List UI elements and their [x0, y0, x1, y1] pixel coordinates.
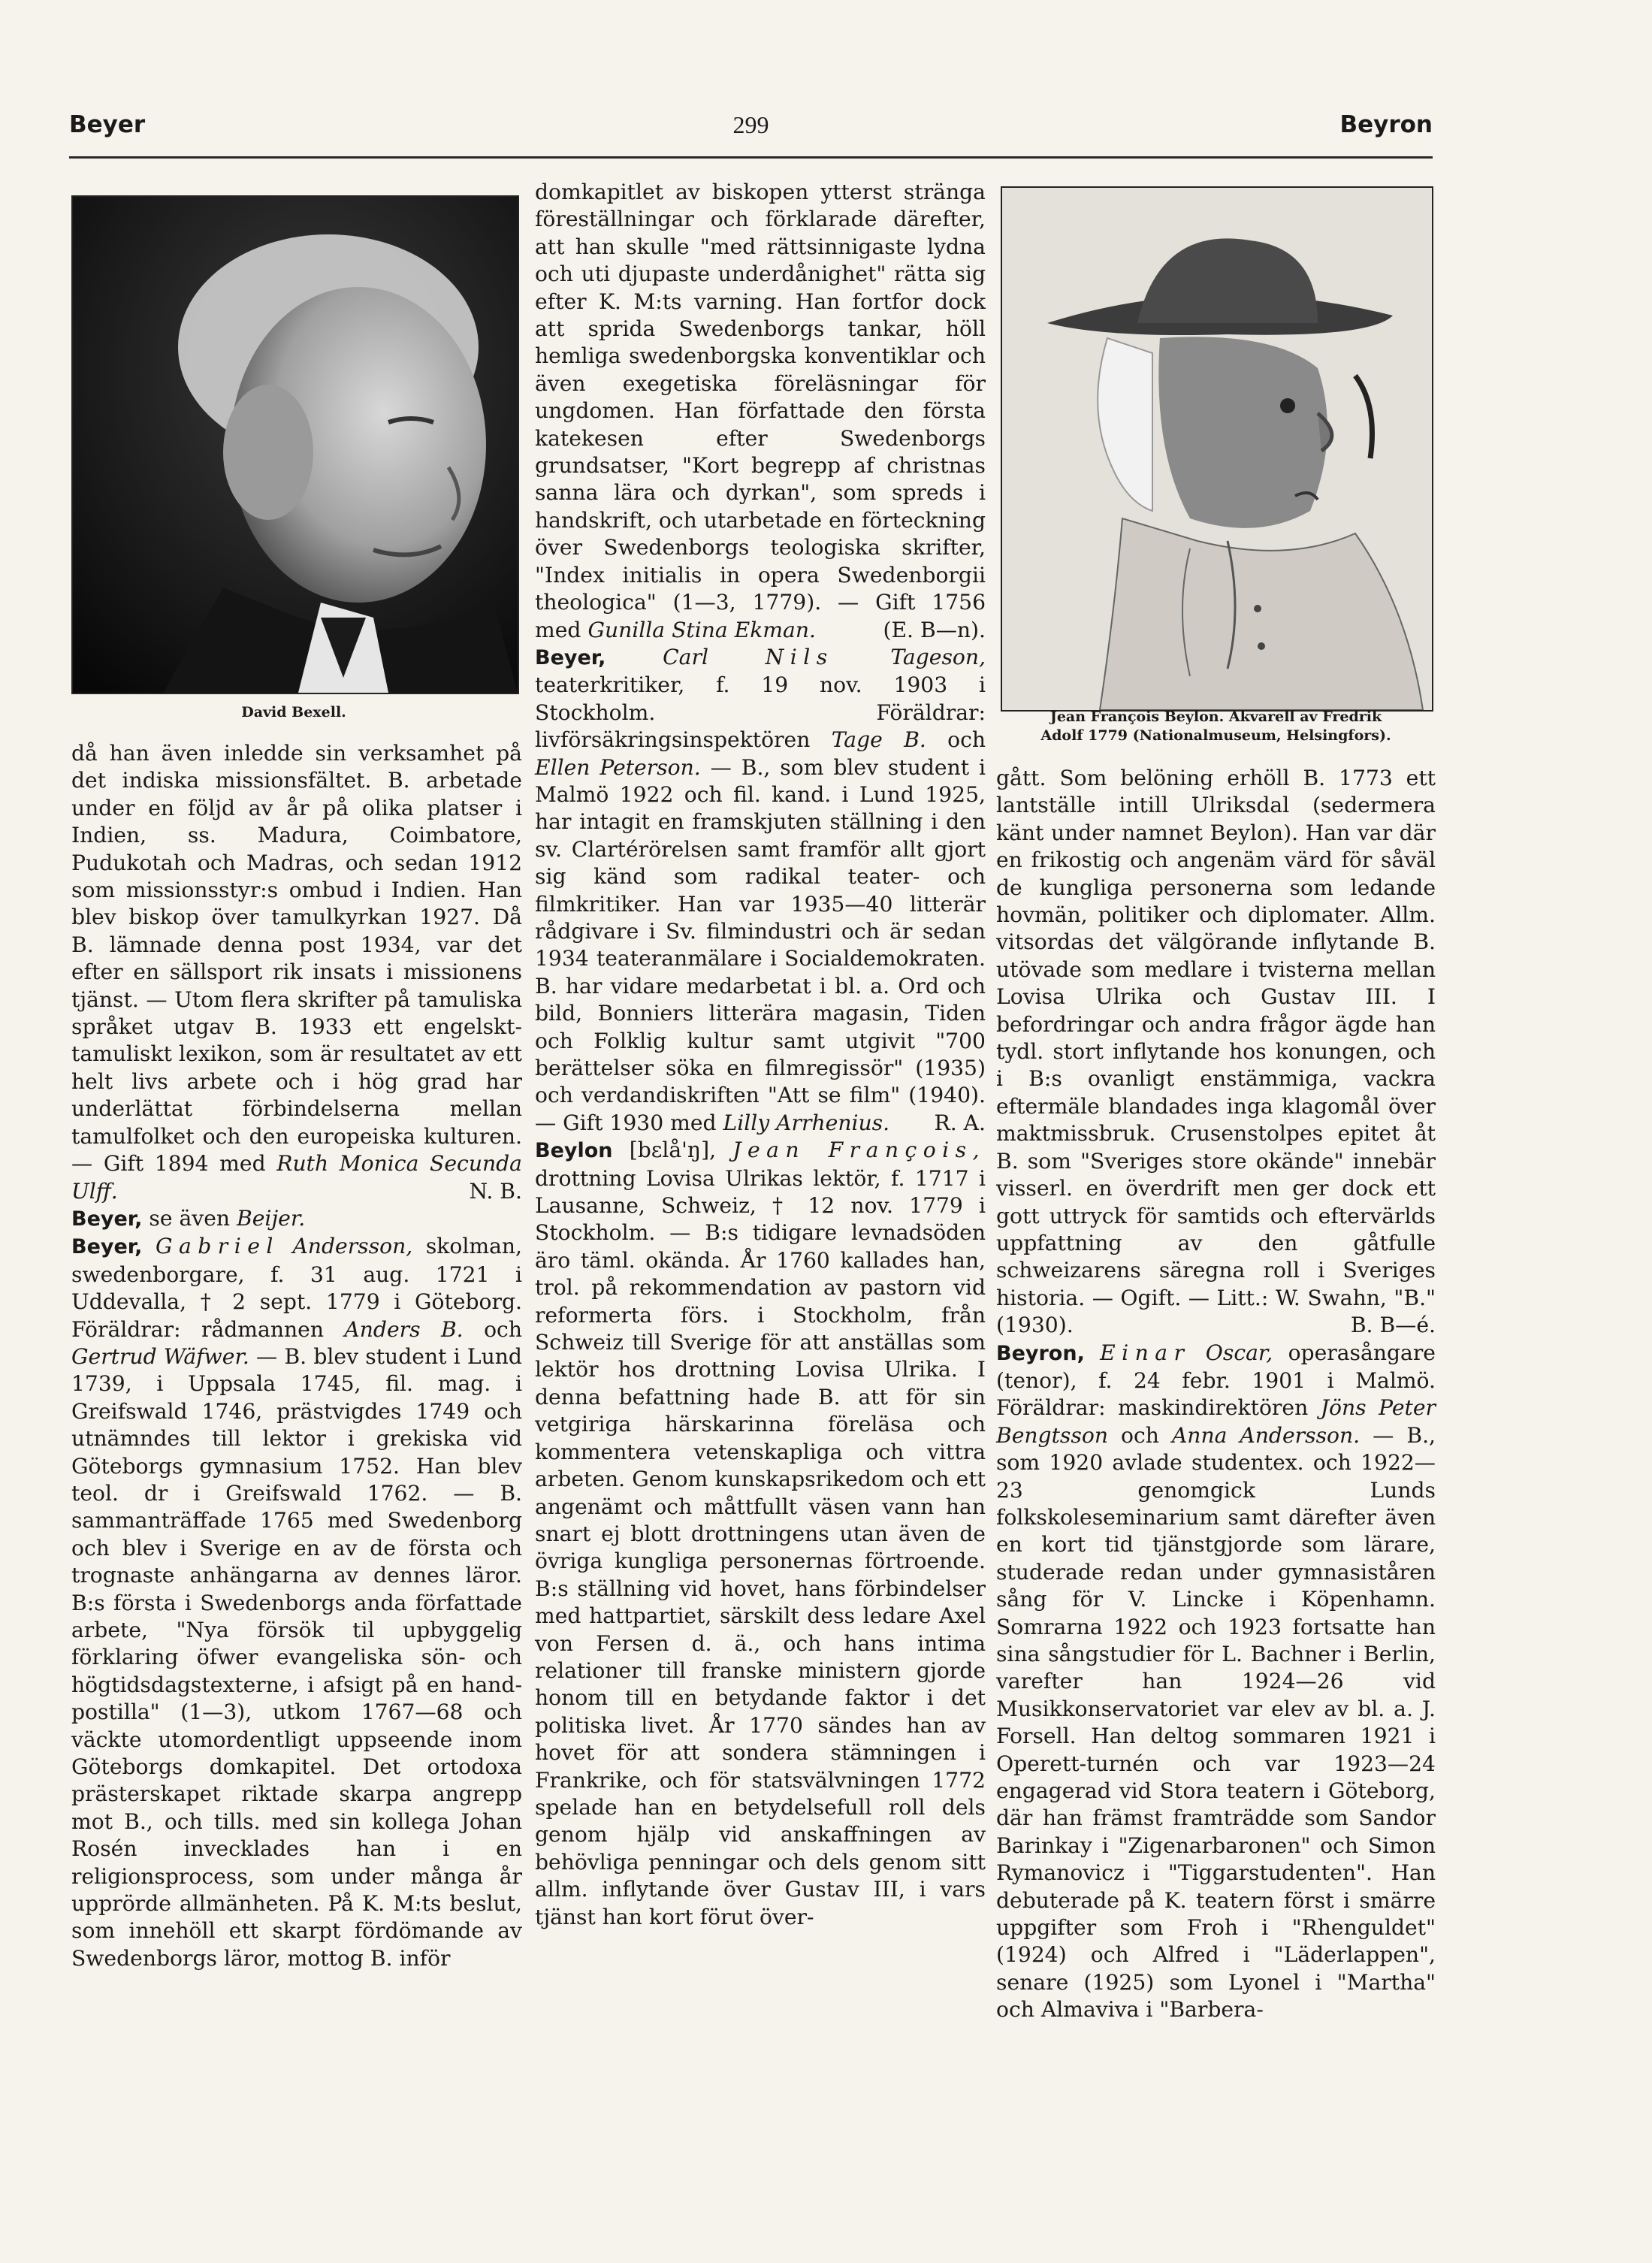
father-name: Anders B.: [344, 1316, 464, 1342]
entry-beylon: [535, 1137, 986, 1931]
entry-beyer-crossref: [71, 1205, 522, 1233]
entry-text: — B., som 1920 avlade studentex. och 1922—23 genomgick Lunds folkskoleseminarium samt därefter även en kort tid tjänstgjorde som lärare, studerade redan under gymnasiståren sång för V. Lincke i Köpenhamn. Somrarna 1922 och 1923 fortsatte han sina sångstudier för L. Bachner i Berlin, varefter han 1924—26 vid Musikkonservatoriet var elev av bl. a. J. Forsell. Han deltog sommaren 1921 i Operett-turnén och var 1923—24 engagerad vid Stora teatern i Göteborg, där han främst framträdde som Sandor Barinkay i "Zigenarbaronen" och Simon Rymanovicz i "Tiggarstudenten". Han debuterade på K. teatern först i smärre uppgifter som Froh i "Rhenguldet" (1924) och Alfred i "Läderlappen", senare (1925) som Lyonel i "Martha" och Almaviva i "Barbera-: [996, 1422, 1436, 2023]
running-head: [69, 111, 1433, 149]
entry-text: och: [947, 727, 986, 753]
crossref-target: Beijer.: [237, 1205, 306, 1231]
entry-text: och: [484, 1316, 522, 1342]
headword: Beyer,: [71, 1235, 143, 1259]
mother-name: Ellen Peterson.: [535, 754, 701, 780]
surname: Tageson,: [890, 644, 986, 669]
wife-name: Lilly Arrhenius.: [723, 1110, 890, 1135]
entry-beyer-gabriel: [71, 1233, 522, 1972]
header-rule: [69, 156, 1433, 159]
given-name: Carl: [663, 644, 708, 669]
portrait-beylon-illustration: [1002, 188, 1432, 710]
given-name: Gabriel: [156, 1234, 279, 1259]
portrait-bexell-illustration: [73, 197, 518, 693]
signature: B. B—é.: [1350, 1313, 1436, 1338]
running-head-right: Beyron: [1339, 111, 1433, 138]
headword: Beylon: [535, 1139, 613, 1163]
crossref-text: se även: [149, 1205, 231, 1231]
caption-left-photo: David Bexell.: [241, 704, 346, 721]
entry-text: domkapitlet av biskopen ytterst stränga föreställningar och förklarade därefter, att han skulle "med rättsinnigaste lydna och uti djupaste underdånighet" rätta sig efter K. M:ts varning. Han fortfor dock att sprida Swedenborgs tankar, höll hemliga swedenborgska konventiklar och även exegetiska föreläsningar för ungdomen. Han författade den första katekesen efter Swedenborgs grundsatser, "Kort begrepp af christnas sanna lära och dyrkan", som spreds i handskrift, och utarbetade en förteckning över Swedenborgs teologiska skrifter, "Index initialis in opera Swedenborgii theologica" (1—3, 1779). — Gift 1756 med: [535, 180, 986, 642]
portrait-photo-bexell: [71, 195, 519, 694]
column-1: [71, 740, 522, 1972]
bexell-text: då han även inledde sin verksamhet på det indiska missionsfältet. B. arbetade under en följd av år på olika platser i Indien, ss. Madura, Coimbatore, Pudukotah och Madras, och sedan 1912 som missionsstyr:s ombud i Indien. Han blev biskop över tamulkyrkan 1927. Då B. lämnade denna post 1934, var det efter en sällsport rik insats i missionens tjänst. — Utom flera skrifter på tamuliska språket utgav B. 1933 ett engelskt-tamuliskt lexikon, som är resultatet av ett helt livs arbete och i hög grad har underlättat förbindelserna mellan tamulfolket och den europeiska kulturen. — Gift 1894 med: [71, 741, 522, 1177]
entry-text: — B. blev student i Lund 1739, i Uppsala 1745, fil. mag. i Greifswald 1746, prästvigdes 1749 och utnämndes till lektor i grekiska vid Göteborgs gymnasium 1752. Han blev teol. dr i Greifswald 1762. — B. sammanträffade 1765 med Swedenborg och blev i Sverige en av de första och trognaste anhängarna av dennes läror. B:s första i Swedenborgs anda författade arbete, "Nya försök til upbyggelig förklaring öfwer evangeliska sön- och högtidsdagstexterne, i afsigt på en hand-postilla" (1—3), utkom 1767—68 och väckte utomordentligt uppseende inom Göteborgs domkapitel. Det ortodoxa prästerskapet riktade skarpa angrepp mot B., och tills. med sin kollega Johan Rosén invecklades han i en religionsprocess, som under många år upprörde allmänheten. På K. M:ts beslut, som innehöll ett skarpt fördömande av Swedenborgs läror, mottog B. inför: [71, 1343, 522, 1971]
entry-text: — B., som blev student i Malmö 1922 och fil. kand. i Lund 1925, har intagit en framskjuten ställning i den sv. Clartérörelsen samt framför allt gjort sig känd som radikal teater- och filmkritiker. Han var 1935—40 litterär rådgivare i Sv. filmindustri och är sedan 1934 teateranmälare i Socialdemokraten. B. har vidare medarbetat i bl. a. Ord och bild, Bonniers litterära magasin, Tiden och Folklig kultur samt utgivit "700 berättelser söka en filmregissör" (1935) och verdandiskriften "Att se film" (1940). — Gift 1930 med: [535, 754, 986, 1135]
caption-right-line1: Jean François Beylon. Akvarell av Fredrik: [1049, 709, 1382, 725]
caption-right-line2: Adolf 1779 (Nationalmuseum, Helsingfors).: [1040, 727, 1391, 744]
entry-text: och: [1121, 1422, 1159, 1448]
column-2: [535, 179, 986, 1931]
entry-beyron: [996, 1340, 1436, 2024]
mother-name: Gertrud Wäfwer.: [71, 1343, 249, 1369]
column-3: [996, 765, 1436, 2024]
headword: Beyer,: [535, 645, 606, 669]
headword: Beyron,: [996, 1341, 1085, 1365]
bexell-signature: N. B.: [469, 1178, 522, 1204]
signature: R. A.: [934, 1110, 986, 1135]
entry-text: skolman, swedenborgare, f. 31 aug. 1721 i Uddevalla, † 2 sept. 1779 i Göteborg. Föräldrar: rådmannen: [71, 1234, 522, 1342]
given-name: Einar: [1100, 1340, 1191, 1365]
father-name: Tage B.: [831, 727, 926, 753]
entry-text: teaterkritiker, f. 19 nov. 1903 i Stockholm. Föräldrar: livförsäkringsinspektören: [535, 672, 986, 753]
entry-bexell-continued: [71, 740, 522, 1205]
given-name: Jean François,: [732, 1138, 986, 1163]
entry-beyer-gabriel-continued: [535, 179, 986, 644]
entry-text: gått. Som belöning erhöll B. 1773 ett lantställe intill Ulriksdal (sedermera känt under namnet Beylon). Han var där en frikostig och angenäm värd för såväl de kungliga personerna som ledande hovmän, politiker och diplomater. Allm. vitsordas det välgörande inflytande B. utövade som medlare i tvisterna mellan Lovisa Ulrika och Gustav III. I befordringar och andra frågor ägde han tydl. stort inflytande hos konungen, och i B:s ovanligt enstämmiga, vackra eftermäle blandades inga klagomål över maktmissbruk. Crusenstolpes epitet åt B. som "Sveriges store okände" innebär visserl. en överdrift men ger dock ett gott uttryck för samtids och eftervärlds uppfattning av den gåtfulle schweizarens säregna roll i Sveriges historia. — Ogift. — Litt.: W. Swahn, "B." (1930).: [996, 766, 1436, 1338]
caption-right-photo: [989, 708, 1443, 745]
entry-beylon-continued: [996, 765, 1436, 1340]
father-name: Jöns Peter Bengtsson: [996, 1395, 1436, 1448]
headword: Beyer,: [71, 1207, 143, 1231]
portrait-watercolor-beylon: [1001, 186, 1433, 712]
bexell-wife: Ruth Monica Secunda Ulff.: [71, 1151, 522, 1204]
wife-name: Gunilla Stina Ekman.: [587, 617, 816, 642]
surname: Andersson,: [292, 1234, 413, 1259]
page-number: 299: [732, 111, 769, 138]
pronunciation: [bɛlå'ŋ],: [629, 1138, 717, 1163]
entry-text: operasångare (tenor), f. 24 febr. 1901 i Malmö. Föräldrar: maskindirektören: [996, 1340, 1436, 1421]
given-name-2: Oscar,: [1205, 1340, 1273, 1365]
running-head-left: Beyer: [69, 111, 146, 138]
mother-name: Anna Andersson.: [1171, 1422, 1361, 1448]
given-name: Nils: [765, 644, 834, 669]
signature: (E. B—n).: [883, 617, 986, 642]
entry-beyer-carl: [535, 644, 986, 1137]
entry-text: drottning Lovisa Ulrikas lektör, f. 1717 i Lausanne, Schweiz, † 12 nov. 1779 i Stockholm. — B:s tidigare levnadsöden äro täml. okända. År 1760 kallades han, trol. på rekommendation av pastorn vid reformerta förs. i Stockholm, från Schweiz till Sverige för att anställas som lektör hos drottning Lovisa Ulrika. I denna befattning hade B. att för sin vetgiriga härskarinna föreläsa och kommentera vetenskapliga och vittra arbeten. Genom kunskapsrikedom och ett angenämt och måttfullt väsen vann han snart ej blott drottningens utan även de övriga kungliga personernas förtroende. B:s ställning vid hovet, hans förbindelser med hattpartiet, särskilt dess ledare Axel von Fersen d. ä., och hans intima relationer till franske ministern gjorde honom till en betydande faktor i det politiska livet. År 1770 sändes han av hovet för att sondera stämningen i Frankrike, och för statsvälvningen 1772 spelade han en betydelsefull roll dels genom hjälp vid anskaffningen av behövliga penningar och dels genom sitt allm. inflytande över Gustav III, i vars tjänst han kort förut över-: [535, 1165, 986, 1929]
